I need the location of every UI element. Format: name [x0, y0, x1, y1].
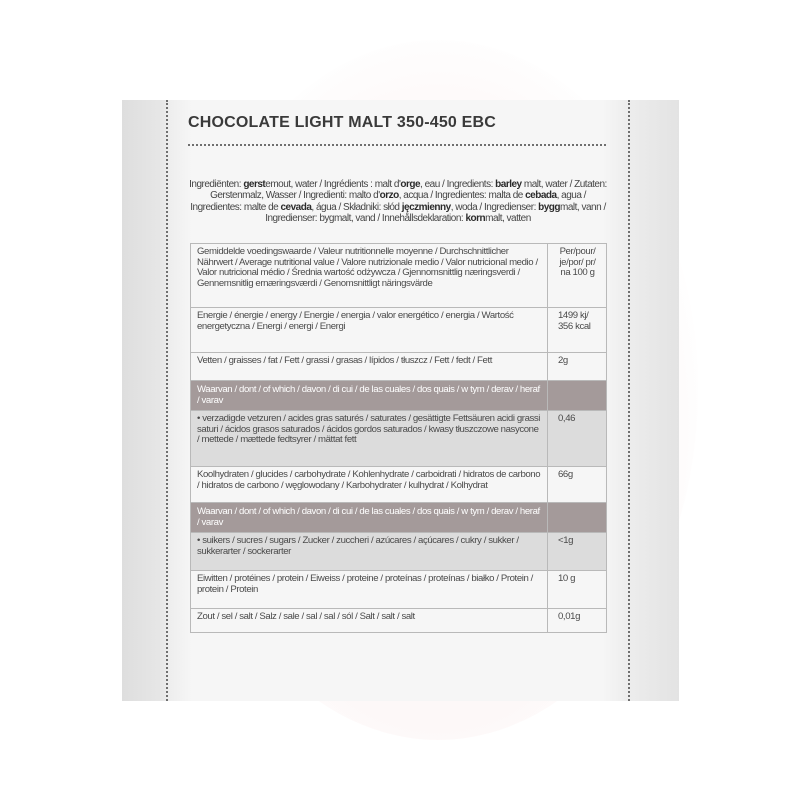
saturates-label: • verzadigde vetzuren / acides gras saturés / saturates / gesättigte Fettsäuren acidi grassi saturi / ácidos grasos saturados / ácidos gordos saturados / kwasy tłuszczowe nasycone / mettede / mættede fedtsyrer / mättat fett — [191, 411, 548, 467]
allergen-text: barley — [495, 179, 522, 190]
ingredient-text: malt, water / Zutaten: Gerstenmalz, Wasser / Ingredienti: malto d' — [210, 179, 607, 202]
of-which-label: Waarvan / dont / of which / davon / di cui / de las cuales / dos quais / w tym / derav / heraf / varav — [191, 381, 548, 411]
sugars-label: • suikers / sucres / sugars / Zucker / zuccheri / azúcares / açúcares / cukry / sukker / sukkerarter / sockerarter — [191, 533, 548, 571]
allergen-text: orge — [400, 179, 421, 190]
allergen-text: korn — [465, 213, 486, 225]
ingredient-text: Ingrediënten: — [189, 179, 244, 190]
ingredient-text: malt, vann / Ingredienser: bygmalt, vand / Innehållsdeklaration: — [265, 201, 606, 225]
saturates-value: 0,46 — [548, 411, 607, 467]
sugars-value: <1g — [548, 533, 607, 571]
table-row-protein — [191, 571, 607, 609]
allergen-text: bygg — [538, 201, 561, 213]
protein-value: 10 g — [548, 571, 607, 609]
ingredient-text: , água / Składniki: słód — [311, 201, 402, 213]
nutrition-table — [190, 243, 607, 633]
table-row-energy — [191, 308, 607, 353]
table-row-of-which — [191, 503, 607, 533]
title-divider — [188, 144, 606, 146]
salt-value: 0,01g — [548, 609, 607, 633]
table-row-of-which — [191, 381, 607, 411]
table-row-header — [191, 244, 607, 308]
right-dotted-border — [628, 100, 630, 701]
ingredient-text: emout, water / Ingrédients : malt d' — [265, 179, 401, 190]
fat-value: 2g — [548, 353, 607, 381]
energy-label: Energie / énergie / energy / Energie / energia / valor energético / energia / Wartość energetyczna / Energi / energi / Energi — [191, 308, 548, 353]
ingredients-text — [188, 179, 608, 225]
table-row-sugars — [191, 533, 607, 571]
carbohydrate-value: 66g — [548, 467, 607, 503]
fat-label: Vetten / graisses / fat / Fett / grassi / grasas / lípidos / tłuszcz / Fett / fedt / Fett — [191, 353, 548, 381]
table-row-fat — [191, 353, 607, 381]
of-which-value — [548, 503, 607, 533]
of-which-label: Waarvan / dont / of which / davon / di cui / de las cuales / dos quais / w tym / derav / heraf / varav — [191, 503, 548, 533]
ingredient-text: , eau / Ingredients: — [420, 179, 496, 190]
ingredient-text: , agua / Ingredientes: malte de — [190, 190, 586, 213]
header-value: Per/pour/ je/por/ pr/ na 100 g — [548, 244, 607, 308]
allergen-text: gerst — [243, 179, 266, 190]
table-row-salt — [191, 609, 607, 633]
protein-label: Eiwitten / protéines / protein / Eiweiss / proteine / proteínas / proteínas / białko / Protein / protein / Protein — [191, 571, 548, 609]
ingredient-text: malt, vatten — [485, 213, 531, 225]
ingredient-text: , woda / Ingredienser: — [450, 201, 539, 213]
left-dotted-border — [166, 100, 168, 701]
ingredient-text: , acqua / Ingredientes: malta de — [398, 190, 526, 202]
product-title: CHOCOLATE LIGHT MALT 350-450 EBC — [188, 114, 497, 131]
allergen-text: orzo — [379, 190, 399, 202]
header-label: Gemiddelde voedingswaarde / Valeur nutritionnelle moyenne / Durchschnittlicher Nährwert / Average nutritional value / Valore nutrizionale medio / Valor nutricional medio / Valor nutricional médio / Średnia wartość odżywcza / Gjennomsnittlig næringsverdi / Gennemsnitlig ernæringsværdi / Genomsnittligt näringsvärde — [191, 244, 548, 308]
carbohydrate-label: Koolhydraten / glucides / carbohydrate / Kohlenhydrate / carboidrati / hidratos de carbono / hidratos de carbono / węglowodany / Karbohydrater / kulhydrat / Kolhydrat — [191, 467, 548, 503]
nutrition-label — [122, 100, 679, 701]
allergen-text: jęczmienny — [401, 201, 451, 213]
salt-label: Zout / sel / salt / Salz / sale / sal / sal / sól / Salt / salt / salt — [191, 609, 548, 633]
allergen-text: cebada — [525, 190, 557, 202]
of-which-value — [548, 381, 607, 411]
allergen-text: cevada — [280, 201, 312, 213]
energy-value: 1499 kj/ 356 kcal — [548, 308, 607, 353]
table-row-saturates — [191, 411, 607, 467]
table-row-carbohydrate — [191, 467, 607, 503]
